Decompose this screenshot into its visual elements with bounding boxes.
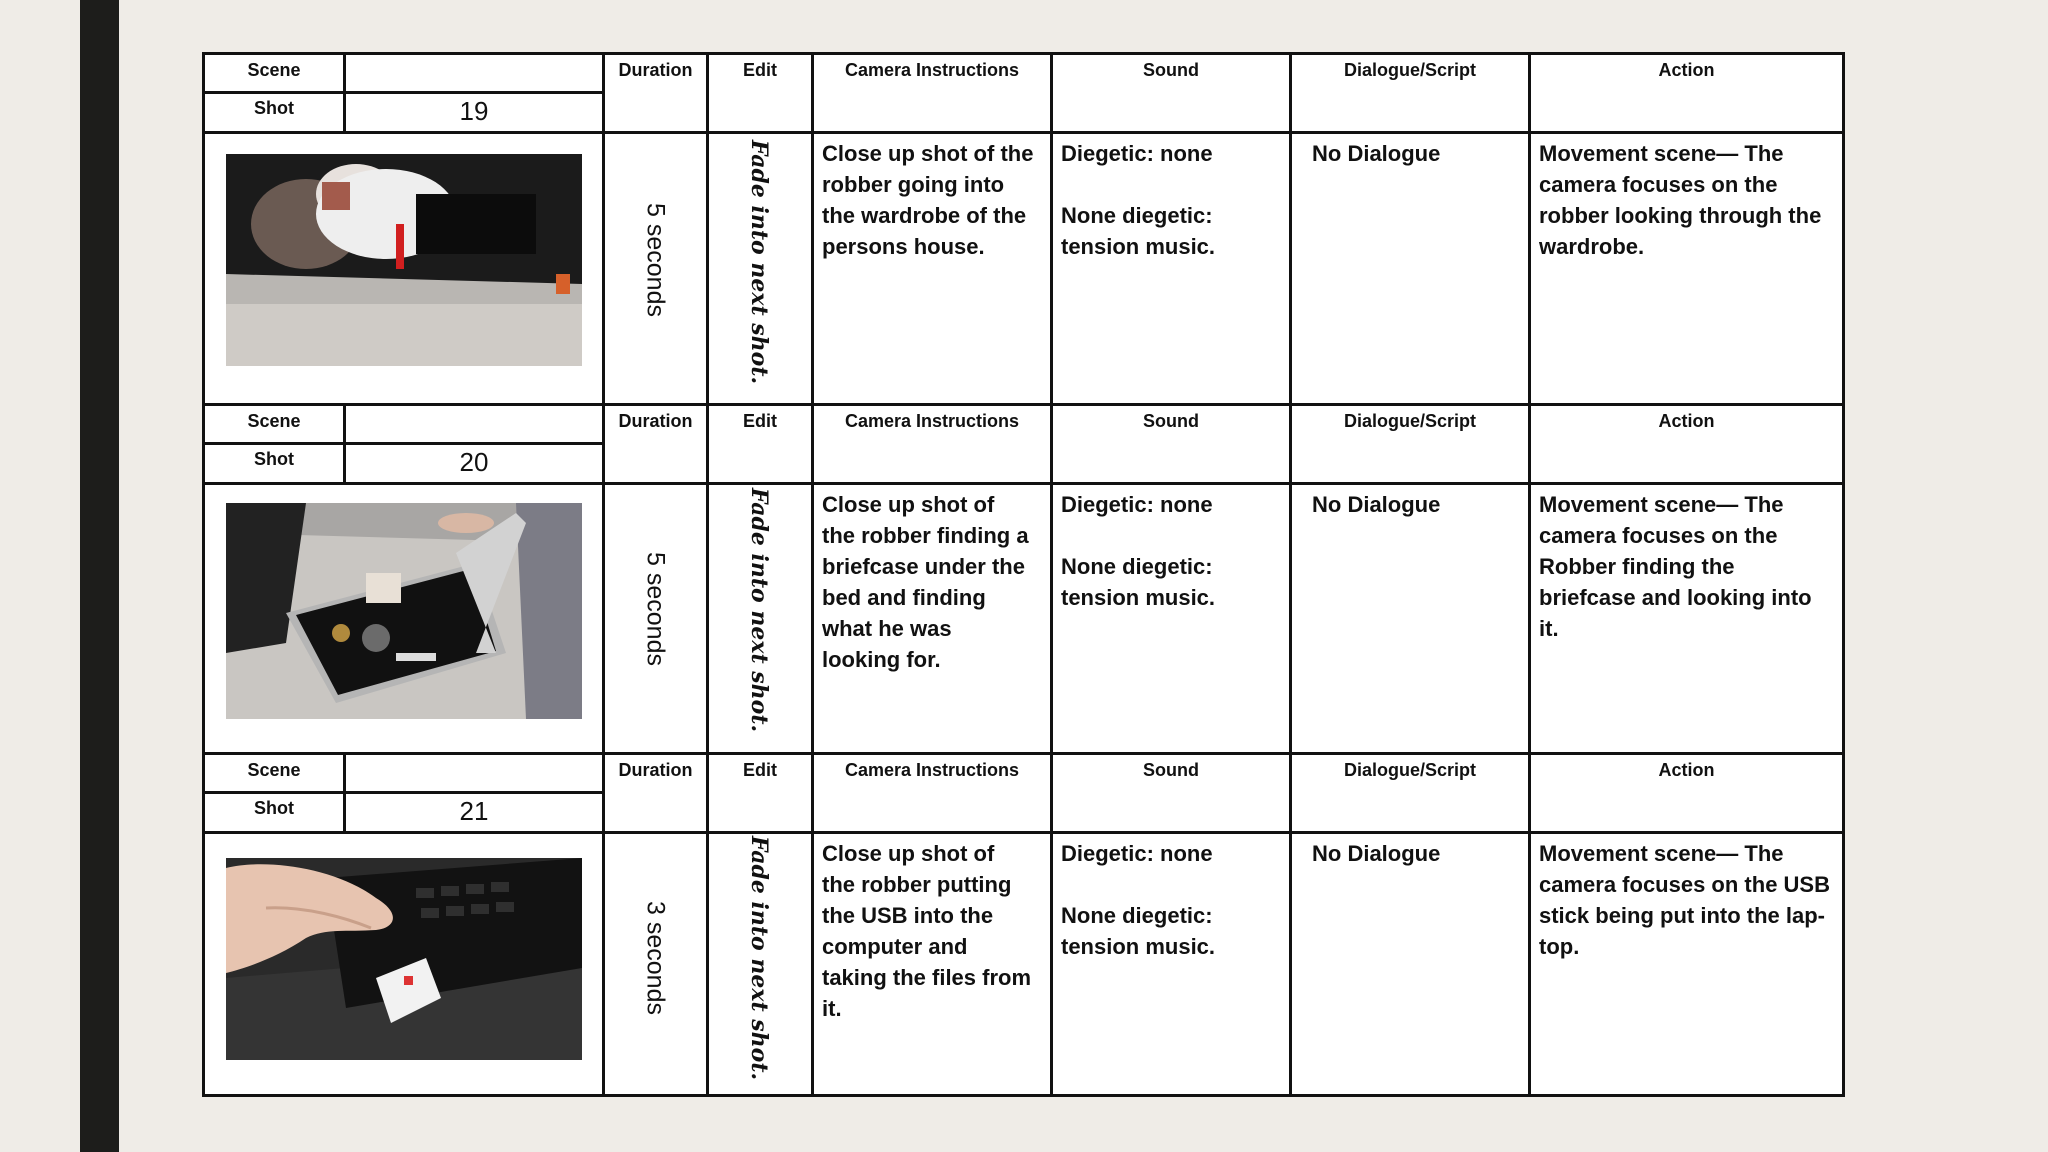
- shot-label: Shot: [254, 449, 294, 469]
- camera-instructions-text: Close up shot of the robber putting the USB into the computer and taking the files from it.: [822, 841, 1032, 1021]
- shot-number: 19: [459, 96, 489, 126]
- storyboard-shot-block: [205, 55, 1842, 404]
- dialogue-text: No Dialogue: [1312, 141, 1441, 166]
- shot-thumbnail-wardrobe: [226, 154, 582, 366]
- sound-header: Sound: [1143, 411, 1199, 431]
- storyboard-table: [202, 52, 1845, 1097]
- scene-label: Scene: [247, 411, 301, 431]
- sound-header: Sound: [1143, 60, 1199, 80]
- scene-label: Scene: [247, 760, 301, 780]
- sound-text: Diegetic: none None diegetic: tension music.: [1061, 141, 1216, 259]
- dialogue-header: Dialogue/Script: [1343, 760, 1477, 780]
- action-text: Movement scene— The camera focuses on the USB stick being put into the lap- top.: [1539, 841, 1830, 959]
- duration-header: Duration: [618, 411, 693, 431]
- sound-text: Diegetic: none None diegetic: tension music.: [1061, 492, 1216, 610]
- duration-value: 5 seconds: [641, 552, 670, 666]
- edit-header: Edit: [743, 760, 777, 780]
- storyboard-shot-block: [205, 406, 1842, 755]
- shot-number: 20: [459, 447, 489, 477]
- camera-instructions-header: Camera Instructions: [844, 60, 1020, 80]
- edit-cell: [709, 134, 811, 404]
- scene-value: [346, 55, 602, 91]
- shot-label: Shot: [254, 798, 294, 818]
- sound-header: Sound: [1143, 760, 1199, 780]
- dialogue-header: Dialogue/Script: [1343, 60, 1477, 80]
- camera-instructions-text: Close up shot of the robber finding a briefcase under the bed and finding what he was looking for.: [822, 492, 1029, 672]
- action-header: Action: [1658, 760, 1715, 780]
- camera-instructions-header: Camera Instructions: [844, 760, 1020, 780]
- scene-label: Scene: [247, 60, 301, 80]
- edit-value: Fade into next shot.: [746, 487, 772, 733]
- shot-label: Shot: [254, 98, 294, 118]
- dialogue-text: No Dialogue: [1312, 841, 1441, 866]
- action-header: Action: [1658, 60, 1715, 80]
- dialogue-header: Dialogue/Script: [1343, 411, 1477, 431]
- sound-text: Diegetic: none None diegetic: tension music.: [1061, 841, 1216, 959]
- shot-number: 21: [459, 796, 489, 826]
- camera-instructions-header: Camera Instructions: [844, 411, 1020, 431]
- shot-thumbnail-briefcase: [226, 503, 582, 719]
- duration-header: Duration: [618, 760, 693, 780]
- edit-value: Fade into next shot.: [746, 139, 772, 385]
- duration-value: 5 seconds: [641, 203, 670, 317]
- scene-value: [346, 406, 602, 442]
- duration-cell: [605, 834, 706, 1094]
- duration-cell: [605, 485, 706, 755]
- duration-header: Duration: [618, 60, 693, 80]
- dialogue-text: No Dialogue: [1312, 492, 1441, 517]
- storyboard-shot-block: [205, 755, 1842, 1094]
- camera-instructions-text: Close up shot of the robber going into the wardrobe of the persons house.: [822, 141, 1034, 259]
- edit-header: Edit: [743, 411, 777, 431]
- edit-cell: [709, 485, 811, 755]
- edit-header: Edit: [743, 60, 777, 80]
- scene-value: [346, 755, 602, 791]
- edit-cell: [709, 834, 811, 1094]
- edit-value: Fade into next shot.: [746, 835, 772, 1081]
- duration-cell: [605, 134, 706, 404]
- action-text: Movement scene— The camera focuses on the Robber finding the briefcase and looking into it.: [1539, 492, 1812, 641]
- shot-thumbnail-usb: [226, 858, 582, 1060]
- action-text: Movement scene— The camera focuses on the robber looking through the wardrobe.: [1539, 141, 1822, 259]
- action-header: Action: [1658, 411, 1715, 431]
- slide-left-bar: [80, 0, 119, 1152]
- duration-value: 3 seconds: [641, 901, 670, 1015]
